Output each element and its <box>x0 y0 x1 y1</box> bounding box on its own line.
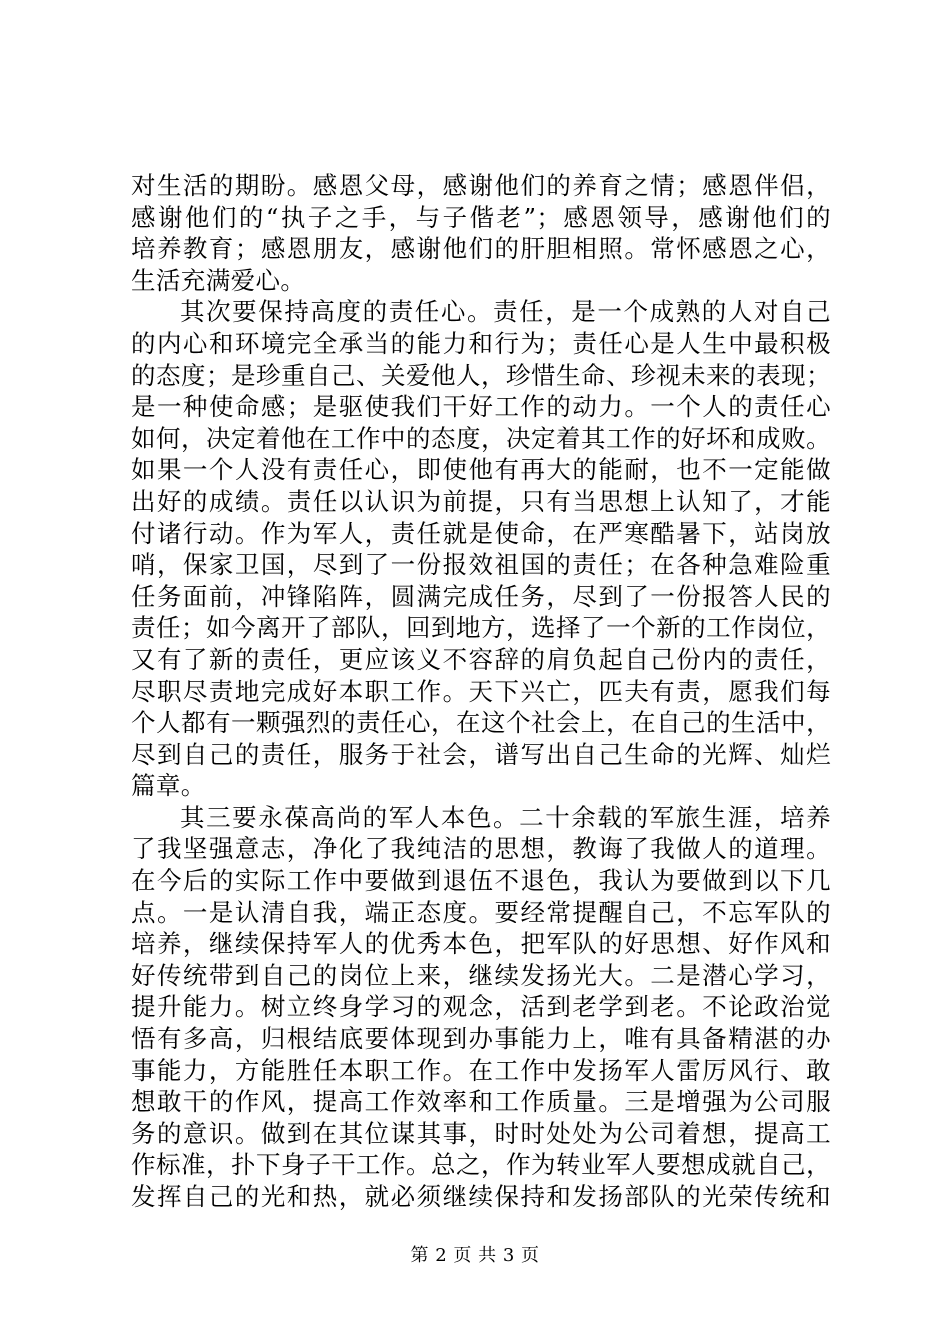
text-line: 个人都有一颗强烈的责任心，在这个社会上，在自己的生活中， <box>131 708 831 738</box>
text-line: 在今后的实际工作中要做到退伍不退色，我认为要做到以下几 <box>131 866 831 896</box>
text-line: 生活充满爱心。 <box>131 265 306 295</box>
paragraph-first-line: 其次要保持高度的责任心。责任，是一个成熟的人对自己 <box>180 297 831 327</box>
text-line: 作标准，扑下身子干工作。总之，作为转业军人要想成就自己， <box>131 1150 831 1180</box>
text-line: 责任；如今离开了部队，回到地方，选择了一个新的工作岗位， <box>131 613 831 643</box>
text-line: 出好的成绩。责任以认识为前提，只有当思想上认知了，才能 <box>131 486 831 516</box>
text-line: 培养教育；感恩朋友，感谢他们的肝胆相照。常怀感恩之心， <box>131 234 831 264</box>
text-line: 对生活的期盼。感恩父母，感谢他们的养育之情；感恩伴侣， <box>131 171 831 200</box>
text-line: 好传统带到自己的岗位上来，继续发扬光大。二是潜心学习， <box>131 960 831 990</box>
body-text <box>131 170 831 1213</box>
text-line: 如何，决定着他在工作中的态度，决定着其工作的好坏和成败。 <box>131 423 831 453</box>
text-line: 又有了新的责任，更应该义不容辞的肩负起自己份内的责任， <box>131 644 831 674</box>
text-line: 感谢他们的“执子之手，与子偕老”；感恩领导，感谢他们的 <box>131 202 831 232</box>
text-line: 哨，保家卫国，尽到了一份报效祖国的责任；在各种急难险重 <box>131 550 831 580</box>
text-line: 事能力，方能胜任本职工作。在工作中发扬军人雷厉风行、敢 <box>131 1055 831 1085</box>
page-footer: 第 2 页 共 3 页 <box>410 1245 540 1266</box>
text-line: 篇章。 <box>131 771 206 801</box>
text-line: 了我坚强意志，净化了我纯洁的思想，教诲了我做人的道理。 <box>131 834 831 864</box>
paragraph-first-line: 其三要永葆高尚的军人本色。二十余载的军旅生涯，培养 <box>180 802 831 832</box>
text-line: 尽到自己的责任，服务于社会，谱写出自己生命的光辉、灿烂 <box>131 739 831 769</box>
text-line: 是一种使命感；是驱使我们干好工作的动力。一个人的责任心 <box>131 392 831 422</box>
text-line: 如果一个人没有责任心，即使他有再大的能耐，也不一定能做 <box>131 455 831 485</box>
text-line: 提升能力。树立终身学习的观念，活到老学到老。不论政治觉 <box>131 992 831 1022</box>
text-line: 尽职尽责地完成好本职工作。天下兴亡，匹夫有责，愿我们每 <box>131 676 831 706</box>
text-line: 培养，继续保持军人的优秀本色，把军队的好思想、好作风和 <box>131 929 831 959</box>
text-line: 想敢干的作风，提高工作效率和工作质量。三是增强为公司服 <box>131 1087 831 1117</box>
text-line: 发挥自己的光和热，就必须继续保持和发扬部队的光荣传统和 <box>131 1182 831 1211</box>
text-line: 的态度；是珍重自己、关爱他人，珍惜生命、珍视未来的表现； <box>131 360 831 390</box>
text-line: 任务面前，冲锋陷阵，圆满完成任务，尽到了一份报答人民的 <box>131 581 831 611</box>
text-line: 付诸行动。作为军人，责任就是使命，在严寒酷暑下，站岗放 <box>131 518 831 548</box>
text-line: 的内心和环境完全承当的能力和行为；责任心是人生中最积极 <box>131 328 831 358</box>
text-line: 点。一是认清自我，端正态度。要经常提醒自己，不忘军队的 <box>131 897 831 927</box>
text-line: 务的意识。做到在其位谋其事，时时处处为公司着想，提高工 <box>131 1118 831 1148</box>
text-line: 悟有多高，归根结底要体现到办事能力上，唯有具备精湛的办 <box>131 1024 831 1054</box>
